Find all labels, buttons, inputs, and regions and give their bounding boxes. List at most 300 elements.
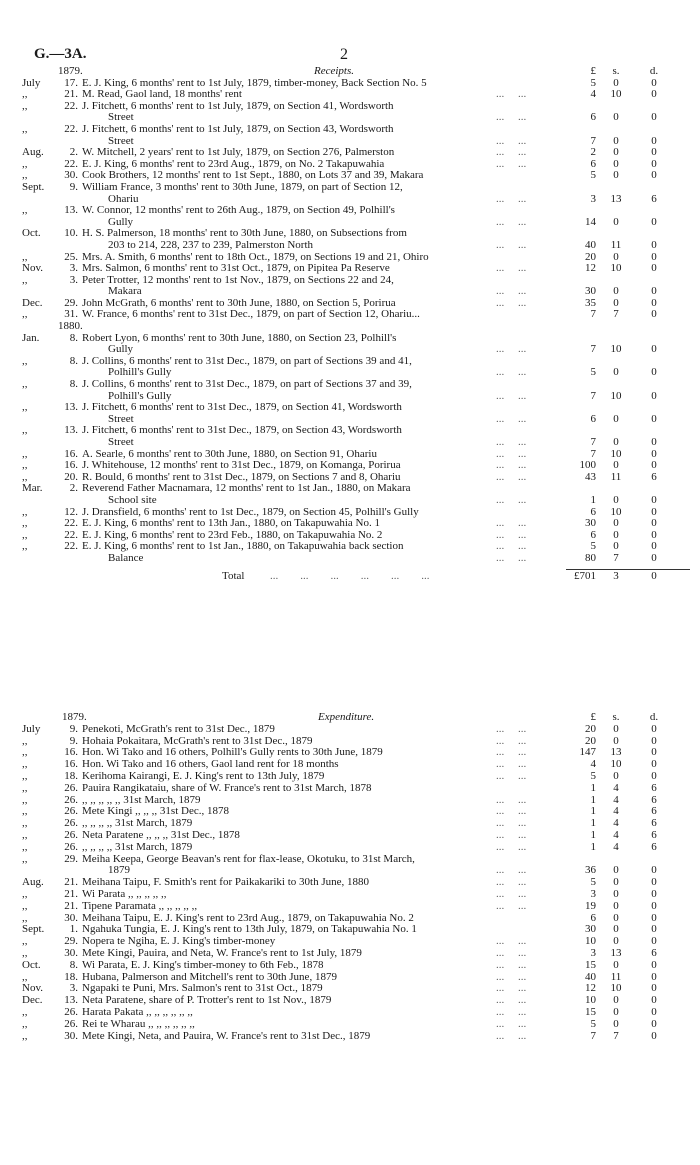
pounds: 43 [585,470,596,483]
dot-leaders: ... ... [496,946,527,959]
entry-description: Hohaia Pokaitara, McGrath's rent to 31st Dec., 1879 [82,735,313,747]
entry-description: Makara [108,286,142,298]
ledger-row [0,437,700,449]
pence: 0 [651,935,657,948]
dot-leaders: ... ... [496,88,527,101]
ledger-row [0,147,700,159]
shillings: 4 [613,828,619,841]
shillings: 7 [613,551,619,564]
day: 26. [64,840,78,853]
entry-description: William France, 3 months' rent to 30th June, 1879, on part of Section 12, [82,181,403,193]
entry-description: Mrs. Salmon, 6 months' rent to 31st Oct., 1879, on Pipitea Pa Reserve [82,263,390,275]
shillings: 0 [613,169,619,182]
pence: 6 [651,470,657,483]
pounds: 20 [585,722,596,735]
entry-description: Hubana, Palmerson and Mitchell's rent to 30th June, 1879 [82,971,337,983]
dot-leaders: ... ... [496,215,527,228]
pence: 0 [651,958,657,971]
shillings: 0 [613,215,619,228]
pence: 6 [651,840,657,853]
day: 1. [69,923,78,936]
ledger-row [0,391,700,403]
dot-leaders: ... ... [496,343,527,356]
entry-description: Ohariu [108,193,139,205]
pence-head: d. [649,65,659,77]
day: 26. [64,1017,78,1030]
month: ,, [22,540,28,553]
day: 13. [64,994,78,1007]
dot-leaders: ... ... [496,746,527,759]
month: ,, [22,970,28,983]
pounds: 5 [590,876,596,889]
month: ,, [22,817,28,830]
dot-leaders: ... ... [496,864,527,877]
entry-description: Mete Kingi, Pauira, and Neta, W. France's rent to 1st July, 1879 [82,947,362,959]
pence: 0 [651,238,657,251]
entry-description: J. Collins, 6 months' rent to 31st Dec., 1879, on part of Sections 39 and 41, [82,355,412,367]
pounds: 5 [590,366,596,379]
shillings: 13 [610,746,622,759]
pence: 0 [651,88,657,101]
entry-description: W. Mitchell, 2 years' rent to 1st July, 1879, on Section 276, Palmerston [82,147,395,159]
month: ,, [22,88,28,101]
month: Sept. [22,923,45,936]
shillings: 0 [613,493,619,506]
ledger-row [0,889,700,901]
pounds: 19 [585,899,596,912]
shillings: 0 [613,887,619,900]
month: ,, [22,769,28,782]
pence: 0 [651,447,657,460]
day: 22. [64,99,78,112]
entry-description: Peter Trotter, 12 months' rent to 1st Nov., 1879, on Sections 22 and 24, [82,274,394,286]
ledger-row [0,240,700,252]
dot-leaders: ... ... [496,540,527,553]
day: 9. [69,722,78,735]
dot-leaders: ... ... [496,1017,527,1030]
entry-description: E. J. King, 6 months' rent to 13th Jan., 1880, on Takapuwahia No. 1 [82,518,380,530]
month: Oct. [22,958,41,971]
shillings: 0 [613,436,619,448]
month: ,, [22,758,28,771]
dot-leaders: ... ... [496,793,527,806]
ledger-row [0,182,700,194]
month: ,, [22,459,28,472]
pence: 0 [651,250,657,263]
pence: 0 [651,146,657,159]
ledger-row [0,344,700,356]
entry-description: Mrs. A. Smith, 6 months' rent to 18th Oct., 1879, on Sections 19 and 21, Ohiro [82,251,429,263]
month: ,, [22,528,28,541]
pence: 0 [651,215,657,228]
ledger-row [0,170,700,182]
shillings: 0 [613,412,619,425]
day: 21. [64,887,78,900]
shillings-head: s. [612,711,620,723]
ledger-row [0,901,700,913]
day: 26. [64,1005,78,1018]
dot-leaders: ... ... [496,734,527,747]
ledger-row [0,518,700,530]
entry-description: J. Fitchett, 6 months' rent to 31st Dec., 1879, on Section 43, Wordsworth [82,425,402,437]
pence: 6 [651,817,657,830]
pence: 0 [651,169,657,182]
entry-description: J. Dransfield, 6 months' rent to 1st Dec., 1879, on Section 45, Polhill's Gully [82,506,419,518]
dot-leaders: ... ... [496,994,527,1007]
pounds: 7 [590,1029,596,1042]
shillings: 10 [610,389,622,402]
month: Aug. [22,876,44,889]
ledger-row [0,194,700,206]
pounds: 4 [590,758,596,771]
ledger-row [0,124,700,136]
month: ,, [22,517,28,530]
year-row [0,321,700,333]
day: 21. [64,876,78,889]
entry-description: ,, ,, ,, ,, ,, 31st March, 1879 [82,794,201,806]
dot-leaders: ... ... [496,157,527,170]
entry-description: ,, ,, ,, ,, 31st March, 1879 [82,818,193,830]
receipts-year: 1879. [58,65,83,77]
day: 8. [69,378,78,391]
day: 21. [64,899,78,912]
dot-leaders: ... ... [496,389,527,402]
pounds: 20 [585,734,596,747]
shillings: 0 [613,899,619,912]
entry-description: Meihana Taipu, E. J. King's rent to 23rd Aug., 1879, on Takapuwahia No. 2 [82,912,414,924]
expenditure-ledger [0,724,700,1043]
entry-description: Kerihoma Kairangi, E. J. King's rent to 13th July, 1879 [82,770,325,782]
dot-leaders: ... ... [496,296,527,309]
month: July [22,722,41,735]
dot-leaders: ... ... [496,238,527,251]
shillings: 11 [610,970,622,983]
pence: 6 [651,946,657,959]
entry-description: Neta Paratene, share of P. Trotter's rent to 1st Nov., 1879 [82,995,332,1007]
month: Mar. [22,482,43,495]
ledger-row [0,1031,700,1043]
month: ,, [22,99,28,112]
pounds: 7 [590,447,596,460]
day: 2. [69,482,78,495]
shillings: 13 [610,946,622,959]
month: ,, [22,899,28,912]
pounds: 5 [590,169,596,182]
pence: 0 [651,285,657,298]
month: ,, [22,828,28,841]
entry-description: 203 to 214, 228, 237 to 239, Palmerston North [108,239,314,251]
month: ,, [22,935,28,948]
day: 26. [64,805,78,818]
pence: 0 [651,343,657,356]
day: 8. [69,331,78,344]
shillings: 0 [613,250,619,263]
pounds: 1 [590,840,596,853]
pounds: 4 [590,88,596,101]
day: 18. [64,769,78,782]
dot-leaders: ... ... [496,1029,527,1042]
ledger-row [0,205,700,217]
ledger-row [0,414,700,426]
entry-description: R. Bould, 6 months' rent to 31st Dec., 1879, on Sections 7 and 8, Ohariu [82,471,401,483]
entry-description: E. J. King, 6 months' rent to 1st July, 1879, timber-money, Back Section No. 5 [82,77,427,89]
month: ,, [22,308,28,321]
pence: 0 [651,436,657,448]
shillings: 0 [613,994,619,1007]
day: 29. [64,935,78,948]
month: Dec. [22,296,43,309]
entry-description: Mete Kingi, Neta, and Pauira, W. France's rent to 31st Dec., 1879 [82,1030,371,1042]
pence: 0 [651,1017,657,1030]
day: 12. [64,505,78,518]
pounds: 20 [585,250,596,263]
pounds: 7 [590,389,596,402]
pounds: 5 [590,76,596,89]
pence: 0 [651,111,657,124]
dot-leaders: ... ... [496,366,527,379]
day: 22. [64,528,78,541]
receipts-title: Receipts. [314,65,355,77]
day: 3. [69,273,78,286]
total-label: Total [222,570,245,582]
pence: 6 [651,781,657,794]
pence: 0 [651,366,657,379]
ledger-row [0,89,700,101]
entry-description: Ngahuka Tungia, E. J. King's rent to 13th July, 1879, on Takapuwahia No. 1 [82,924,417,936]
month: Nov. [22,982,43,995]
shillings: 10 [610,982,622,995]
pence: 0 [651,517,657,530]
dot-leaders: ... ... [496,285,527,298]
day: 22. [64,122,78,135]
entry-description: School site [108,494,157,506]
entry-description: Wi Parata ,, ,, ,, ,, ,, [82,888,167,900]
pence: 0 [651,876,657,889]
entry-description: Street [108,437,134,448]
dot-leaders: ... ... [496,828,527,841]
dot-leaders: ... ... [496,958,527,971]
month: ,, [22,250,28,263]
pence: 0 [651,76,657,89]
pence: 0 [651,923,657,936]
entry-description: Rei te Wharau ,, ,, ,, ,, ,, ,, [82,1018,195,1030]
entry-description: Gully [108,216,134,228]
dot-leaders: ... ... [496,528,527,541]
pounds: 6 [590,911,596,924]
dot-leaders: ... ... [496,887,527,900]
pounds: 6 [590,111,596,124]
month: ,, [22,911,28,924]
month: ,, [22,470,28,483]
day: 26. [64,828,78,841]
receipts-heading-row [0,66,700,78]
pence: 0 [651,493,657,506]
day: 13. [64,424,78,437]
pence: 0 [651,134,657,147]
dot-leaders: ... ... [496,551,527,564]
shillings: 7 [613,1029,619,1042]
day: 30. [64,946,78,959]
pence: 0 [651,746,657,759]
month: Oct. [22,227,41,240]
shillings: 4 [613,781,619,794]
pence: 6 [651,192,657,205]
ledger-row [0,263,700,275]
day: 13. [64,204,78,217]
pence: 0 [651,970,657,983]
day: 9. [69,180,78,193]
pence: 0 [651,412,657,425]
shillings: 10 [610,262,622,275]
pence: 0 [651,1005,657,1018]
entry-description: J. Fitchett, 6 months' rent to 31st Dec., 1879, on Section 41, Wordsworth [82,402,402,414]
entry-description: E. J. King, 6 months' rent to 23rd Aug., 1879, on No. 2 Takapuwahia [82,158,385,170]
shillings: 4 [613,840,619,853]
shillings: 0 [613,540,619,553]
ledger-row [0,960,700,972]
month: ,, [22,1029,28,1042]
pounds: 7 [590,436,596,448]
shillings: 0 [613,296,619,309]
entry-description: Penekoti, McGrath's rent to 31st Dec., 1879 [82,723,275,735]
month: Nov. [22,262,43,275]
shillings: 0 [613,958,619,971]
pounds: 1 [590,493,596,506]
month: ,, [22,746,28,759]
day: 29. [64,852,78,865]
ledger-row [0,842,700,854]
pence: 6 [651,793,657,806]
day: 16. [64,746,78,759]
pence: 0 [651,296,657,309]
shillings: 0 [613,734,619,747]
pounds: 7 [590,343,596,356]
entry-description: Harata Pakata ,, ,, ,, ,, ,, ,, [82,1006,193,1018]
month: ,, [22,946,28,959]
shillings: 10 [610,88,622,101]
entry-description: E. J. King, 6 months' rent to 23rd Feb., 1880, on Takapuwahia No. 2 [82,529,383,541]
dot-leaders: ... ... [496,970,527,983]
entry-description: A. Searle, 6 months' rent to 30th June, 1880, on Section 91, Ohariu [82,448,377,460]
pounds: 3 [590,946,596,959]
day: 20. [64,470,78,483]
pence: 0 [651,911,657,924]
pounds: 1 [590,828,596,841]
dot-leaders: ... ... [496,722,527,735]
pence: 0 [651,540,657,553]
pence: 0 [651,982,657,995]
pence: 0 [651,758,657,771]
pence: 6 [651,805,657,818]
shillings: 0 [613,111,619,124]
entry-description: Meiha Keepa, George Beavan's rent for flax-lease, Okotuku, to 31st March, [82,853,415,865]
day: 16. [64,758,78,771]
shillings: 4 [613,793,619,806]
dot-leaders: ... ... [496,111,527,124]
entry-description: ,, ,, ,, ,, 31st March, 1879 [82,841,193,853]
month: ,, [22,840,28,853]
shillings: 0 [613,528,619,541]
pounds: 2 [590,146,596,159]
shillings: 10 [610,505,622,518]
entry-description: J. Fitchett, 6 months' rent to 1st July, 1879, on Section 41, Wordsworth [82,100,394,112]
entry-description: Hon. Wi Tako and 16 others, Gaol land rent for 18 months [82,759,339,771]
ledger-row [0,472,700,484]
entry-description: Polhill's Gully [108,390,172,402]
day: 18. [64,970,78,983]
pounds: 36 [585,864,596,877]
pounds: 6 [590,505,596,518]
shillings: 0 [613,146,619,159]
shillings: 11 [610,238,622,251]
shillings: 0 [613,285,619,298]
dot-leaders: ... ... [496,436,527,448]
entry-description: Robert Lyon, 6 months' rent to 30th June, 1880, on Section 23, Polhill's [82,332,397,344]
day: 29. [64,296,78,309]
day: 16. [64,447,78,460]
day: 22. [64,517,78,530]
day: 26. [64,793,78,806]
total-pounds: £701 [574,569,596,582]
dot-leaders: ... ... [496,470,527,483]
pounds: 5 [590,769,596,782]
entry-description: Balance [108,552,144,564]
day: 30. [64,911,78,924]
month: ,, [22,793,28,806]
month: ,, [22,169,28,182]
pence: 0 [651,551,657,564]
expenditure-section [0,712,700,1042]
pounds: 100 [579,459,596,472]
dot-leaders: ... ... [496,493,527,506]
shillings: 4 [613,805,619,818]
shillings: 0 [613,459,619,472]
expenditure-year: 1879. [62,711,87,723]
entry-description: Gully [108,344,134,356]
shillings: 0 [613,769,619,782]
ledger-row [0,771,700,783]
month: ,, [22,273,28,286]
pounds: 40 [585,238,596,251]
day: 22. [64,540,78,553]
ledger-row [0,309,700,321]
dot-leaders: ... ... [496,805,527,818]
entry-description: John McGrath, 6 months' rent to 30th June, 1880, on Section 5, Porirua [82,297,396,309]
day: 2. [69,146,78,159]
shillings: 10 [610,343,622,356]
day: 9. [69,734,78,747]
month: Sept. [22,180,45,193]
entry-description: Neta Paratene ,, ,, ,, 31st Dec., 1878 [82,829,240,841]
day: 8. [69,958,78,971]
pence: 0 [651,769,657,782]
pounds: 5 [590,540,596,553]
ledger-row [0,783,700,795]
day: 16. [64,459,78,472]
day: 30. [64,1029,78,1042]
dot-leaders: ... ... [496,758,527,771]
shillings: 0 [613,864,619,877]
day: 25. [64,250,78,263]
month: ,, [22,1017,28,1030]
pounds: 1 [590,793,596,806]
shillings: 0 [613,76,619,89]
day: 21. [64,88,78,101]
document-code: G.—3A. [34,46,87,62]
pounds: 7 [590,308,596,321]
shillings: 0 [613,923,619,936]
entry-description: Polhill's Gully [108,367,172,379]
